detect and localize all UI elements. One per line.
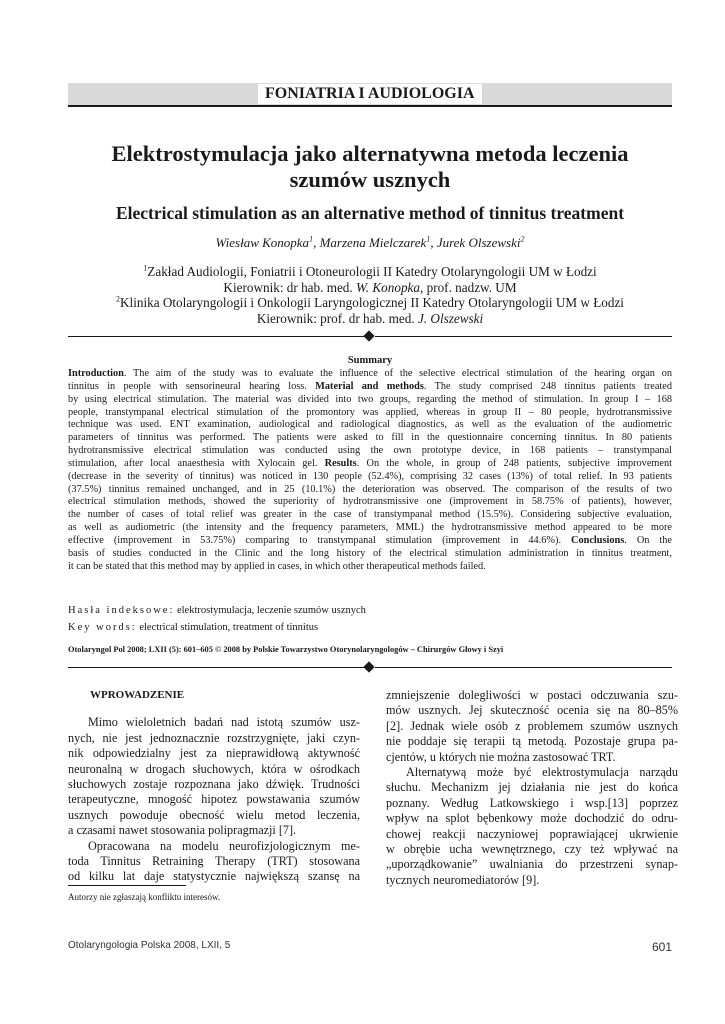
keywords-label: Hasła indeksowe: — [68, 605, 175, 616]
author-name: Wiesław Konopka — [215, 235, 310, 250]
text-line: nik odpowiedzialny jest za nieprawidłową aktywność — [68, 746, 360, 761]
summary-line: effective (improvement in 53.75%) comparing to transtympanal stimulation (improvement in 44.6%). Conclusions. On the — [68, 534, 672, 546]
text-line: toda Tinnitus Retraining Therapy (TRT) stosowana — [68, 854, 360, 869]
footnote-rule — [68, 885, 186, 886]
summary-line: electrical stimulation methods, showed the superiority of hydrotransmissive one (improvement in 58.75% of patients), however, — [68, 496, 672, 508]
section-divider — [68, 663, 672, 673]
summary-heading: Summary — [347, 355, 393, 366]
text-line: zmniejszenie dolegliwości w postaci odczuwania szu- — [386, 688, 678, 702]
summary-line: (37.5%) tinnitus remained unchanged, and in 25 (10.1%) the deterioration was observed. The comparison of the results of two — [68, 483, 672, 495]
section-divider — [68, 332, 672, 342]
author-name: Marzena Mielczarek — [319, 235, 427, 250]
affiliations — [68, 264, 672, 326]
divider-line — [68, 667, 365, 668]
paragraph — [68, 839, 360, 885]
footnote: Autorzy nie zgłaszają konfliktu interesów. — [68, 892, 221, 902]
page-number: 601 — [651, 940, 672, 954]
author-affiliation-mark: 1 — [426, 234, 431, 244]
article-title-english: Electrical stimulation as an alternative method of tinnitus treatment — [115, 203, 625, 223]
divider-line — [68, 336, 365, 337]
summary-line: by using electrical stimulation. The material was divided into two groups, regarding the method of stimulation. In group I – 168 — [68, 393, 672, 405]
summary-line: Introduction. The aim of the study was to evaluate the influence of the selective electrical stimulation of the hearing organ on — [68, 368, 672, 379]
text-line: poznany. Według Latkowskiego i wsp.[13] poprzez — [386, 795, 678, 810]
text-line: słuchu. Mechanizm jej działania nie jest do końca — [386, 780, 678, 795]
text-line: tycznych neuromediatorów [9]. — [386, 872, 540, 887]
title-line: szumów usznych — [289, 167, 451, 192]
author-affiliation-mark: 2 — [520, 234, 525, 244]
text-line: [2]. Jednak wiele osób z problemem szumów usznych — [386, 718, 678, 733]
summary-line: (decrease in the severity of tinnitus) was noticed in 130 people (52.4%), comprising 32 cases (13%) of total relief. In 93 patients — [68, 470, 672, 482]
title-line: Elektrostymulacja jako alternatywna metoda leczenia — [111, 141, 629, 166]
keywords-label: Key words: — [68, 622, 137, 633]
text-line: mów usznych. Jej skuteczność ocenia się na 80–85% — [386, 703, 678, 718]
text-line: wpływ na splot bębenkowy może dochodzić do odru- — [386, 811, 678, 826]
section-header-bar — [68, 83, 672, 107]
summary-line: parameters of tinnitus was performed. The patients were asked to fill in the questionnaire concerning tinnitus. In 80 patients — [68, 432, 672, 444]
article-title-polish — [68, 141, 672, 193]
diamond-icon — [363, 330, 374, 341]
summary-text — [68, 368, 672, 574]
text-line: nych, nie jest jednoznacznie rozstrzygnięte, jaki czyn- — [68, 730, 360, 745]
divider-line — [375, 667, 672, 668]
text-line: cjentów, u których nie można zastosować TRT. — [386, 749, 616, 764]
body-column-right — [386, 688, 678, 888]
text-line: „uporządkowanie” uwalniania do przestrzeni synap- — [386, 857, 678, 872]
text-line: nie poddaje się terapii tą metodą. Pozostaje grupa pa- — [386, 734, 678, 749]
author-list: Wiesław Konopka$^1$, Marzena Mielczarek$^1$, Jurek Olszewski$^2$ — [215, 234, 525, 250]
text-line: usznych powoduje obecność wielu metod leczenia, — [68, 807, 360, 822]
summary-line: stimulation, after local anaesthesia with Xylocain gel. Results. On the whole, in group of 248 patients, subjective improvement — [68, 457, 672, 469]
text-line: chowej reakcji naczyniowej poprawiającej ukrwienie — [386, 826, 678, 841]
summary-line: basis of studies conducted in the Clinic and the long history of the electrical stimulation administration in tinnitus treatment, — [68, 547, 672, 559]
citation-line: Otolaryngol Pol 2008; LXII (5): 601–605 © 2008 by Polskie Towarzystwo Otorynolaryngologów – Chirurgów Głowy i Szyi — [68, 645, 504, 654]
paragraph — [386, 688, 678, 765]
summary-line: tinnitus in people with sensorineural hearing loss. Material and methods. The study comprised 248 tinnitus patients treated — [68, 380, 673, 392]
paragraph — [386, 765, 678, 888]
summary-line: as well as audiometric (the intensity and the frequency parameters, MML) the hydrotransmissive method appeared to be more — [68, 522, 672, 534]
summary-line: technique was used. ENT examination, audiological and radiological diagnostics, as well as the evaluation of the audiometric — [68, 419, 672, 431]
text-line: Opracowana na modelu neurofizjologicznym me- — [88, 838, 360, 853]
divider-line — [375, 336, 672, 337]
summary-line: hydrotransmissive electrical stimulation was conducted using the own prototype device, in 168 patients – transtympanal — [68, 445, 672, 457]
summary-line: the number of cases of total relief was greater in the case of transtympanal method (15.5%). Considering subjective evaluation, — [68, 509, 672, 521]
affiliation-1: $^1$Zakład Audiologii, Foniatrii i Otoneurologii II Katedry Otolaryngologii UM w Łodzi — [143, 263, 597, 279]
affiliation-2: $^2$Klinika Otolaryngologii i Onkologii Laryngologicznej II Katedry Otolaryngologii UM w Łodzi — [116, 294, 624, 310]
body-column-left — [68, 688, 360, 885]
journal-footer: Otolaryngologia Polska 2008, LXII, 5 — [68, 940, 231, 951]
keywords-english: Key words: electrical stimulation, treatment of tinnitus — [68, 622, 319, 633]
author-affiliation-mark: 1 — [309, 234, 314, 244]
summary-line: people, transtympanal electrical stimulation of the promontory was applied, whereas in group II – 80 people, hydrotransmissive — [68, 406, 672, 418]
section-heading: WPROWADZENIE — [90, 689, 185, 701]
text-line: słuchowych zostaje rozpoznana jako dźwięk. Trudności — [68, 777, 360, 792]
paragraph — [68, 715, 360, 838]
keywords-polish: Hasła indeksowe: elektrostymulacja, leczenie szumów usznych — [68, 605, 366, 616]
text-line: Mimo wieloletnich badań nad istotą szumów usz- — [88, 715, 360, 730]
text-line: a czasami nawet stosowania polipragmazji [7]. — [68, 823, 297, 838]
text-line: neuronalną w drogach słuchowych, która w ośrodkach — [68, 761, 360, 776]
text-line: od kilku lat daje statystycznie największą szansę na — [68, 869, 360, 884]
summary-line: it can be stated that this method may by applied in cases, in which other therapeutical methods failed. — [68, 560, 486, 572]
affiliation-2-head: Kierownik: prof. dr hab. med. J. Olszewski — [256, 310, 484, 326]
section-label: FONIATRIA I AUDIOLOGIA — [258, 84, 482, 104]
text-line: w obrębie ucha wewnętrznego, czy też wpływać na — [386, 842, 678, 857]
text-line: Alternatywą może być elektrostymulacja narządu — [406, 765, 678, 780]
diamond-icon — [363, 661, 374, 672]
author-name: Jurek Olszewski — [436, 235, 521, 250]
affiliation-1-head: Kierownik: dr hab. med. W. Konopka, prof. nadzw. UM — [223, 279, 517, 295]
text-line: terapeutyczne, mnogość hipotez powstawania szumów — [68, 792, 360, 807]
